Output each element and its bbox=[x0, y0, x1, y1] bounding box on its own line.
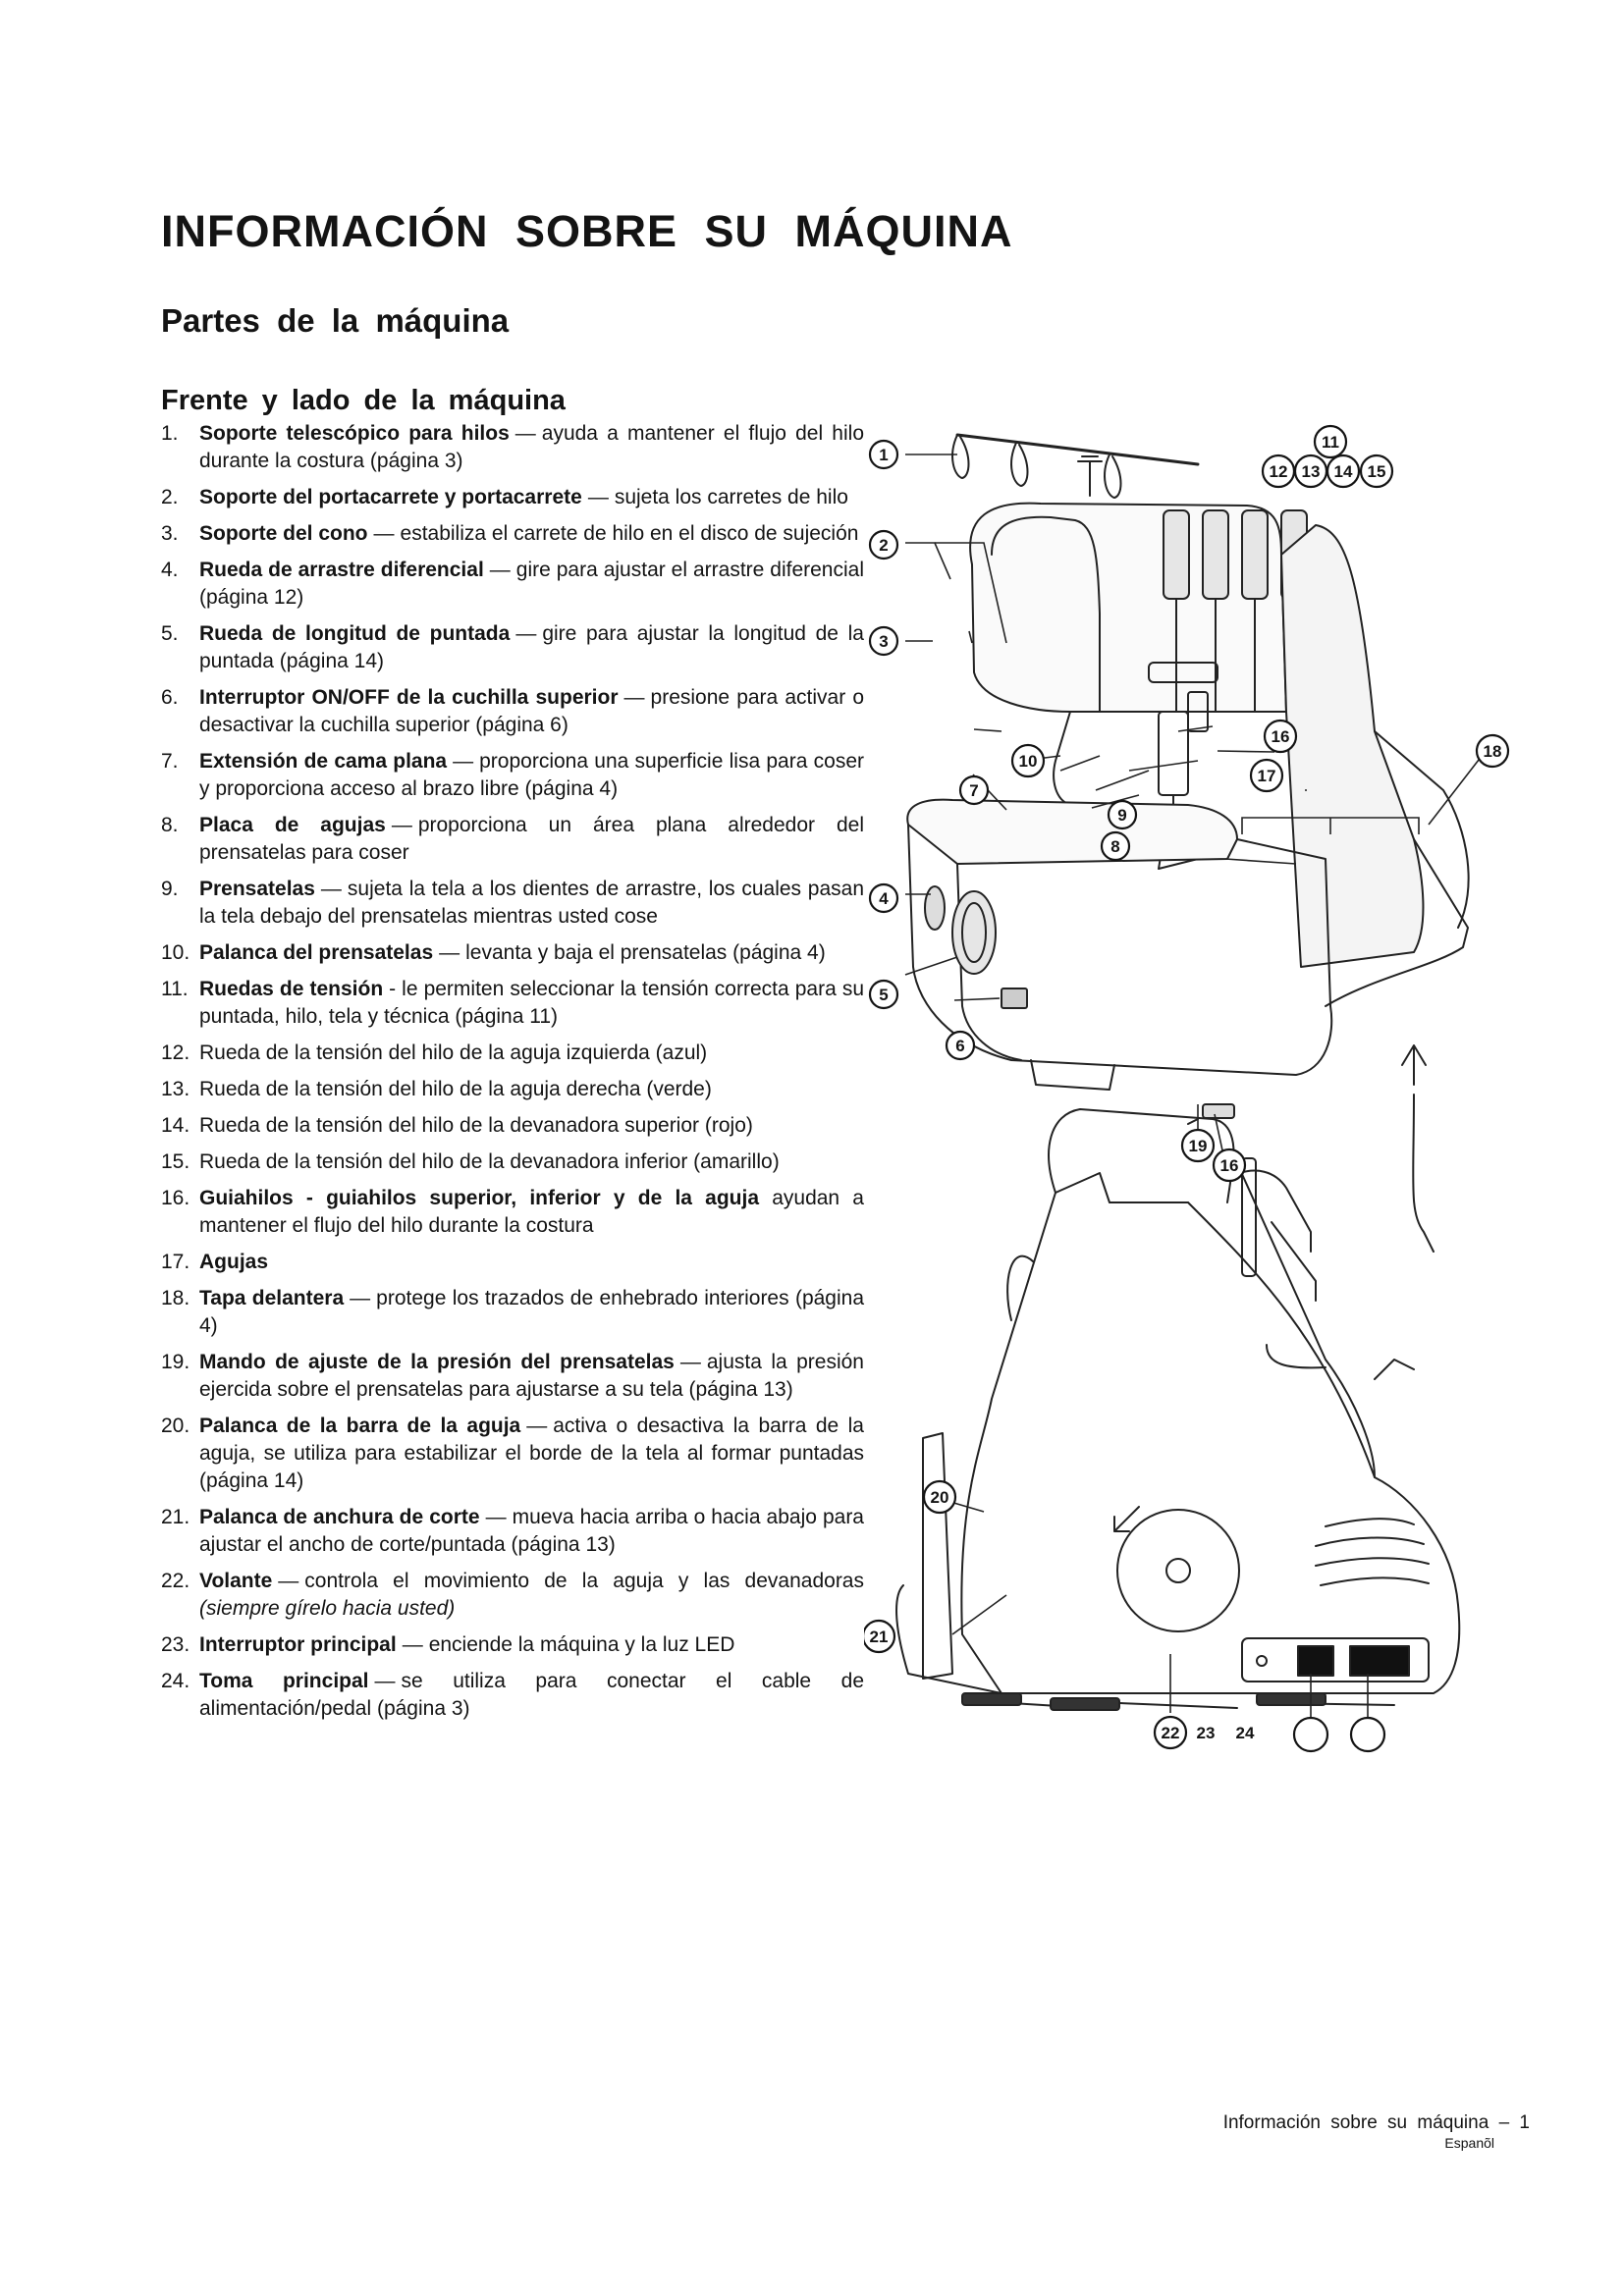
machine-diagram bbox=[864, 417, 1551, 1860]
part-dash: — bbox=[439, 941, 460, 964]
part-name: Tapa delantera bbox=[199, 1287, 345, 1309]
callout-23 bbox=[1197, 1724, 1216, 1742]
part-text bbox=[199, 1076, 864, 1103]
part-number: 15. bbox=[161, 1150, 190, 1173]
footer-language: Espanõl bbox=[1444, 2135, 1494, 2151]
part-number: 6. bbox=[161, 686, 179, 709]
callout-7 bbox=[960, 776, 988, 804]
svg-text:19: 19 bbox=[1188, 1137, 1208, 1155]
part-item bbox=[161, 812, 864, 867]
parts-list bbox=[161, 420, 864, 1732]
part-text bbox=[199, 1349, 864, 1404]
part-item bbox=[161, 1668, 864, 1723]
callout-20 bbox=[924, 1481, 955, 1513]
part-text bbox=[199, 557, 864, 612]
part-description: ajusta la presión ejercida sobre el prensatelas para ajustarse a su tela (página 13) bbox=[199, 1351, 864, 1401]
page-footer bbox=[1223, 2112, 1530, 2151]
svg-text:1: 1 bbox=[879, 446, 889, 464]
callout-11 bbox=[1315, 426, 1346, 457]
callout-21 bbox=[864, 1621, 894, 1652]
part-item bbox=[161, 557, 864, 612]
part-description: estabiliza el carrete de hilo en el disco de sujeción bbox=[400, 522, 859, 545]
callout-17 bbox=[1251, 760, 1282, 791]
part-number: 22. bbox=[161, 1570, 190, 1592]
part-item bbox=[161, 1112, 864, 1140]
part-item bbox=[161, 876, 864, 931]
svg-text:15: 15 bbox=[1367, 462, 1386, 481]
subsection-title: Frente y lado de la máquina bbox=[161, 385, 566, 416]
footer-title-line bbox=[1223, 2112, 1530, 2134]
part-number: 12. bbox=[161, 1041, 190, 1064]
part-dash: — bbox=[278, 1570, 299, 1592]
part-dash: — bbox=[515, 622, 537, 645]
callout-16b bbox=[1214, 1149, 1245, 1181]
part-number: 19. bbox=[161, 1351, 190, 1373]
part-name: Toma principal bbox=[199, 1670, 369, 1692]
part-number: 16. bbox=[161, 1187, 190, 1209]
part-name: Rueda de arrastre diferencial bbox=[199, 559, 484, 581]
part-item bbox=[161, 1631, 864, 1659]
part-dash: — bbox=[489, 559, 511, 581]
svg-text:6: 6 bbox=[955, 1037, 965, 1055]
part-dash: — bbox=[402, 1633, 423, 1656]
part-description: gire para ajustar la longitud de la puntada (página 14) bbox=[199, 622, 864, 672]
part-description: enciende la máquina y la luz LED bbox=[428, 1633, 735, 1656]
part-description: activa o desactiva la barra de la aguja, se utiliza para estabilizar el borde de la tela al formar puntadas (página 14) bbox=[199, 1415, 864, 1492]
callout-24 bbox=[1236, 1724, 1255, 1742]
footer-title: Información sobre su máquina bbox=[1222, 2112, 1489, 2133]
svg-text:3: 3 bbox=[879, 632, 889, 651]
svg-text:18: 18 bbox=[1483, 742, 1502, 761]
part-text bbox=[199, 876, 864, 931]
side-leader-lines bbox=[950, 1104, 1368, 1735]
svg-text:8: 8 bbox=[1110, 837, 1120, 856]
svg-text:16: 16 bbox=[1219, 1156, 1239, 1175]
callout-1 bbox=[870, 441, 897, 468]
part-number: 13. bbox=[161, 1078, 190, 1100]
callout-18 bbox=[1477, 735, 1508, 767]
part-item bbox=[161, 939, 864, 967]
part-description: Rueda de la tensión del hilo de la devanadora inferior (amarillo) bbox=[199, 1150, 780, 1173]
callout-15 bbox=[1361, 455, 1392, 487]
footer-dash: – bbox=[1498, 2112, 1510, 2133]
part-text bbox=[199, 420, 864, 475]
svg-text:7: 7 bbox=[969, 781, 979, 800]
callout-8 bbox=[1102, 832, 1129, 860]
part-dash: — bbox=[453, 750, 474, 773]
callout-12 bbox=[1263, 455, 1294, 487]
part-description: proporciona una superficie lisa para coser y proporciona acceso al brazo libre (página 4) bbox=[199, 750, 864, 800]
part-number: 1. bbox=[161, 422, 179, 445]
part-number: 17. bbox=[161, 1251, 190, 1273]
part-number: 7. bbox=[161, 750, 179, 773]
part-description: protege los trazados de enhebrado interiores (página 4) bbox=[199, 1287, 864, 1337]
svg-text:14: 14 bbox=[1333, 462, 1353, 481]
callout-23-circle bbox=[1294, 1718, 1327, 1751]
svg-text:9: 9 bbox=[1117, 806, 1127, 825]
part-text bbox=[199, 1249, 864, 1276]
callout-3 bbox=[870, 627, 897, 655]
svg-text:2: 2 bbox=[879, 536, 889, 555]
page-number: 1 bbox=[1519, 2112, 1530, 2133]
part-description: sujeta la tela a los dientes de arrastre, los cuales pasan la tela debajo del prensatelas mientras usted cose bbox=[199, 878, 864, 928]
svg-text:13: 13 bbox=[1301, 462, 1321, 481]
part-description: sujeta los carretes de hilo bbox=[614, 486, 848, 508]
part-item bbox=[161, 1413, 864, 1495]
part-name: Prensatelas bbox=[199, 878, 315, 900]
part-description: levanta y baja el prensatelas (página 4) bbox=[465, 941, 826, 964]
part-item bbox=[161, 748, 864, 803]
part-dash: — bbox=[374, 1670, 396, 1692]
part-dash: — bbox=[526, 1415, 548, 1437]
svg-text:4: 4 bbox=[879, 889, 889, 908]
svg-text:24: 24 bbox=[1235, 1724, 1255, 1742]
part-name: Volante bbox=[199, 1570, 273, 1592]
callout-10 bbox=[1012, 745, 1044, 776]
callout-4 bbox=[870, 884, 897, 912]
part-text bbox=[199, 1413, 864, 1495]
part-number: 4. bbox=[161, 559, 179, 581]
part-name: Soporte del portacarrete y portacarrete bbox=[199, 486, 582, 508]
part-description: Rueda de la tensión del hilo de la aguja derecha (verde) bbox=[199, 1078, 712, 1100]
part-name: Rueda de longitud de puntada bbox=[199, 622, 511, 645]
part-name: Agujas bbox=[199, 1251, 269, 1273]
svg-text:12: 12 bbox=[1269, 462, 1288, 481]
part-text bbox=[199, 748, 864, 803]
part-number: 23. bbox=[161, 1633, 190, 1656]
part-note: (siempre gírelo hacia usted) bbox=[199, 1597, 456, 1620]
svg-text:23: 23 bbox=[1196, 1724, 1216, 1742]
part-number: 10. bbox=[161, 941, 190, 964]
part-description: ayudan a mantener el flujo del hilo durante la costura bbox=[199, 1187, 864, 1237]
part-item bbox=[161, 1504, 864, 1559]
svg-text:10: 10 bbox=[1018, 752, 1038, 771]
serger-illustration bbox=[864, 417, 1551, 1860]
part-description: controla el movimiento de la aguja y las devanadoras bbox=[304, 1570, 864, 1592]
callout-9 bbox=[1109, 801, 1136, 828]
part-name: Interruptor ON/OFF de la cuchilla superior bbox=[199, 686, 619, 709]
part-dash: — bbox=[373, 522, 395, 545]
svg-text:5: 5 bbox=[879, 986, 889, 1004]
part-text bbox=[199, 1185, 864, 1240]
svg-text:16: 16 bbox=[1271, 727, 1290, 746]
svg-text:21: 21 bbox=[869, 1628, 889, 1646]
part-item bbox=[161, 620, 864, 675]
part-description: se utiliza para conectar el cable de alimentación/pedal (página 3) bbox=[199, 1670, 864, 1720]
part-dash: — bbox=[485, 1506, 507, 1528]
part-name: Palanca del prensatelas bbox=[199, 941, 434, 964]
part-text bbox=[199, 620, 864, 675]
callout-19 bbox=[1182, 1130, 1214, 1161]
part-description: ayuda a mantener el flujo del hilo durante la costura (página 3) bbox=[199, 422, 864, 472]
part-number: 14. bbox=[161, 1114, 190, 1137]
page-title: INFORMACIÓN SOBRE SU MÁQUINA bbox=[161, 206, 1013, 256]
part-text bbox=[199, 1668, 864, 1723]
part-item bbox=[161, 1249, 864, 1276]
part-description: mueva hacia arriba o hacia abajo para ajustar el ancho de corte/puntada (página 13) bbox=[199, 1506, 864, 1556]
part-description: presione para activar o desactivar la cuchilla superior (página 6) bbox=[199, 686, 865, 736]
part-dash: — bbox=[350, 1287, 371, 1309]
callout-24-circle bbox=[1351, 1718, 1384, 1751]
section-title: Partes de la máquina bbox=[161, 302, 510, 339]
part-number: 18. bbox=[161, 1287, 190, 1309]
part-dash: — bbox=[587, 486, 609, 508]
part-name: Placa de agujas bbox=[199, 814, 386, 836]
part-item bbox=[161, 684, 864, 739]
svg-text:20: 20 bbox=[930, 1488, 949, 1507]
part-description: le permiten seleccionar la tensión correcta para su puntada, hilo, tela y técnica (página 11) bbox=[199, 978, 865, 1028]
part-text bbox=[199, 520, 864, 548]
part-item bbox=[161, 520, 864, 548]
part-text bbox=[199, 976, 864, 1031]
part-number: 5. bbox=[161, 622, 179, 645]
callout-13 bbox=[1295, 455, 1326, 487]
part-name: Interruptor principal bbox=[199, 1633, 397, 1656]
part-name: Guiahilos - guiahilos superior, inferior y de la aguja bbox=[199, 1187, 760, 1209]
part-name: Extensión de cama plana bbox=[199, 750, 448, 773]
svg-text:22: 22 bbox=[1161, 1724, 1180, 1742]
callout-2 bbox=[870, 531, 897, 559]
part-item bbox=[161, 1148, 864, 1176]
callout-16a bbox=[1265, 721, 1296, 752]
part-name: Ruedas de tensión bbox=[199, 978, 384, 1000]
part-text bbox=[199, 1568, 864, 1623]
part-dash: — bbox=[391, 814, 412, 836]
part-number: 3. bbox=[161, 522, 179, 545]
part-name: Soporte telescópico para hilos bbox=[199, 422, 510, 445]
part-number: 2. bbox=[161, 486, 179, 508]
part-description: Rueda de la tensión del hilo de la devanadora superior (rojo) bbox=[199, 1114, 753, 1137]
callout-6 bbox=[947, 1032, 974, 1059]
part-text bbox=[199, 484, 864, 511]
part-text bbox=[199, 1504, 864, 1559]
part-item bbox=[161, 976, 864, 1031]
part-text bbox=[199, 684, 864, 739]
part-number: 24. bbox=[161, 1670, 190, 1692]
part-dash: — bbox=[320, 878, 342, 900]
part-item bbox=[161, 1568, 864, 1623]
part-name: Palanca de la barra de la aguja bbox=[199, 1415, 521, 1437]
callout-14 bbox=[1327, 455, 1359, 487]
part-text bbox=[199, 939, 864, 967]
part-text bbox=[199, 812, 864, 867]
part-text bbox=[199, 1631, 864, 1659]
part-dash: — bbox=[514, 422, 536, 445]
part-text bbox=[199, 1285, 864, 1340]
part-description: proporciona un área plana alrededor del prensatelas para coser bbox=[199, 814, 864, 864]
part-name: Mando de ajuste de la presión del prensatelas bbox=[199, 1351, 675, 1373]
part-description: gire para ajustar el arrastre diferencial (página 12) bbox=[199, 559, 864, 609]
part-item bbox=[161, 484, 864, 511]
part-number: 8. bbox=[161, 814, 179, 836]
part-item bbox=[161, 1185, 864, 1240]
part-text bbox=[199, 1148, 864, 1176]
part-item bbox=[161, 1040, 864, 1067]
part-description: Rueda de la tensión del hilo de la aguja izquierda (azul) bbox=[199, 1041, 708, 1064]
svg-text:17: 17 bbox=[1257, 767, 1276, 785]
part-item bbox=[161, 1349, 864, 1404]
part-item bbox=[161, 1285, 864, 1340]
part-name: Palanca de anchura de corte bbox=[199, 1506, 480, 1528]
part-name: Soporte del cono bbox=[199, 522, 368, 545]
callout-5 bbox=[870, 981, 897, 1008]
part-dash: — bbox=[623, 686, 645, 709]
part-item bbox=[161, 1076, 864, 1103]
part-number: 9. bbox=[161, 878, 179, 900]
part-text bbox=[199, 1040, 864, 1067]
part-dash: — bbox=[679, 1351, 701, 1373]
part-number: 11. bbox=[161, 978, 189, 1000]
part-text bbox=[199, 1112, 864, 1140]
part-number: 20. bbox=[161, 1415, 190, 1437]
svg-text:11: 11 bbox=[1322, 433, 1339, 452]
callout-22 bbox=[1155, 1717, 1186, 1748]
part-item bbox=[161, 420, 864, 475]
part-number: 21. bbox=[161, 1506, 190, 1528]
part-dash: - bbox=[389, 978, 397, 1000]
